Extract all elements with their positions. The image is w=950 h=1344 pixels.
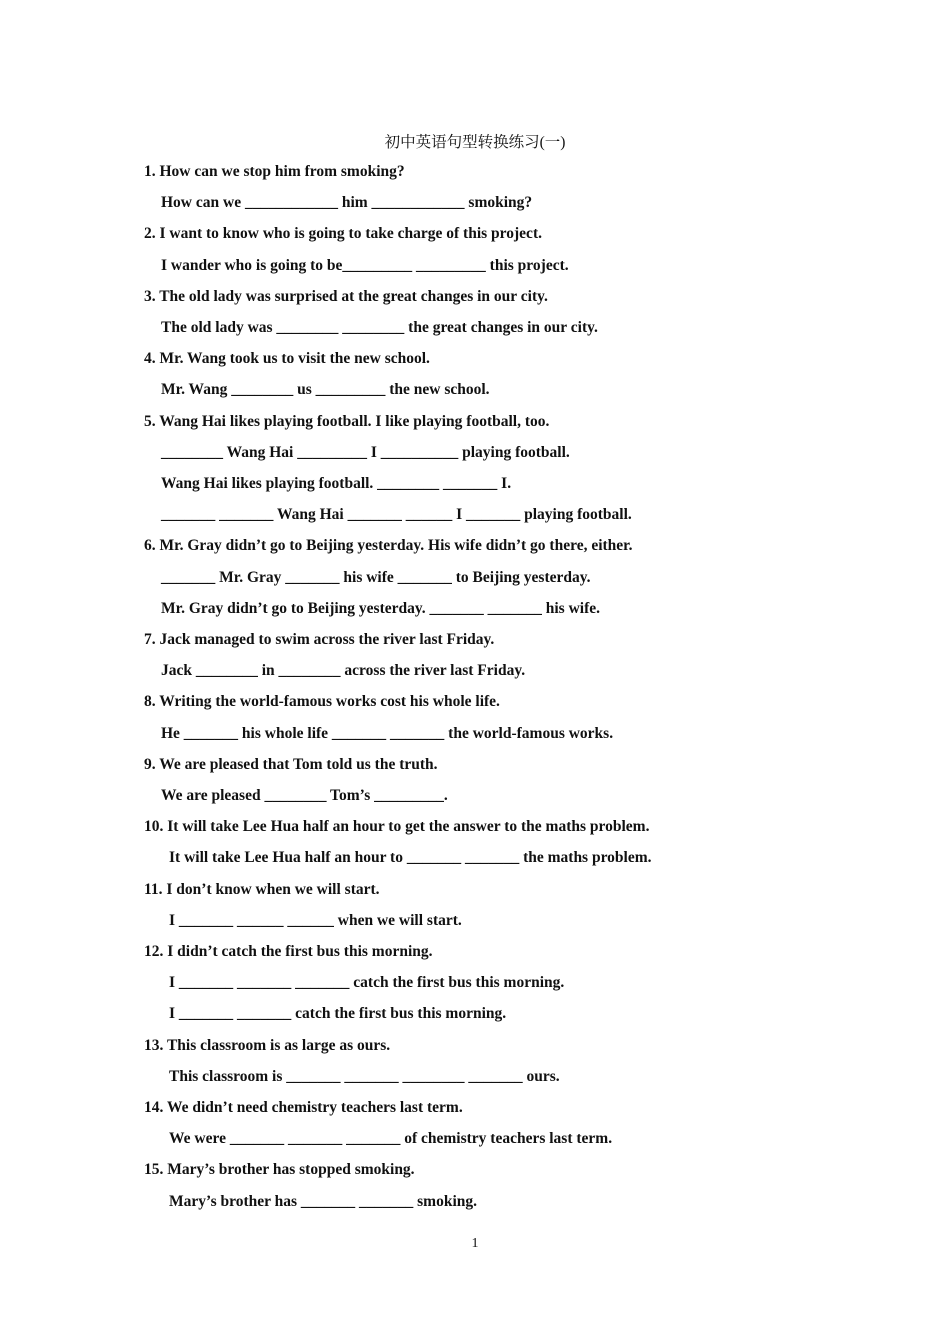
- answer-line-7-1: Jack ________ in ________ across the river last Friday.: [161, 662, 526, 680]
- question-6: 6. Mr. Gray didn’t go to Beijing yesterday. His wife didn’t go there, either.: [144, 537, 633, 555]
- page-title: 初中英语句型转换练习(一): [384, 134, 566, 151]
- answer-line-9-1: We are pleased ________ Tom’s _________.: [161, 787, 448, 804]
- answer-line-15-1: Mary’s brother has _______ _______ smoking.: [169, 1192, 478, 1210]
- answer-line-12-1: I _______ _______ _______ catch the first bus this morning.: [169, 974, 565, 992]
- question-3: 3. The old lady was surprised at the great changes in our city.: [144, 287, 548, 305]
- question-11: 11. I don’t know when we will start.: [144, 880, 380, 898]
- question-10: 10. It will take Lee Hua half an hour to get the answer to the maths problem.: [144, 818, 650, 836]
- answer-line-5-2: Wang Hai likes playing football. ________ _______ I.: [161, 475, 512, 492]
- question-8: 8. Writing the world-famous works cost his whole life.: [144, 693, 500, 711]
- question-14: 14. We didn’t need chemistry teachers last term.: [144, 1099, 463, 1116]
- answer-line-5-3: _______ _______ Wang Hai _______ ______ I _______ playing football.: [161, 506, 632, 524]
- answer-line-6-1: _______ Mr. Gray _______ his wife _______ to Beijing yesterday.: [161, 568, 591, 586]
- question-5: 5. Wang Hai likes playing football. I like playing football, too.: [144, 412, 550, 430]
- answer-line-6-2: Mr. Gray didn’t go to Beijing yesterday. _______ _______ his wife.: [161, 599, 601, 617]
- answer-line-14-1: We were _______ _______ _______ of chemistry teachers last term.: [169, 1130, 613, 1148]
- answer-line-5-1: ________ Wang Hai _________ I __________ playing football.: [161, 443, 570, 461]
- question-12: 12. I didn’t catch the first bus this morning.: [144, 943, 433, 960]
- answer-line-2-1: I wander who is going to be_________ _________ this project.: [161, 256, 569, 274]
- question-7: 7. Jack managed to swim across the river last Friday.: [144, 631, 495, 648]
- answer-line-13-1: This classroom is _______ _______ ________ _______ ours.: [169, 1067, 560, 1085]
- answer-line-4-1: Mr. Wang ________ us _________ the new school.: [161, 381, 490, 399]
- question-15: 15. Mary’s brother has stopped smoking.: [144, 1161, 415, 1179]
- answer-line-12-2: I _______ _______ catch the first bus this morning.: [169, 1005, 507, 1023]
- page-number: 1: [471, 1236, 479, 1251]
- answer-line-11-1: I _______ ______ ______ when we will start.: [169, 911, 462, 929]
- question-9: 9. We are pleased that Tom told us the truth.: [144, 755, 438, 773]
- question-4: 4. Mr. Wang took us to visit the new school.: [144, 350, 430, 368]
- answer-line-3-1: The old lady was ________ ________ the great changes in our city.: [161, 319, 598, 336]
- answer-line-8-1: He _______ his whole life _______ _______ the world-famous works.: [161, 724, 614, 742]
- question-13: 13. This classroom is as large as ours.: [144, 1036, 391, 1054]
- question-1: 1. How can we stop him from smoking?: [144, 163, 405, 180]
- answer-line-10-1: It will take Lee Hua half an hour to _______ _______ the maths problem.: [169, 849, 652, 867]
- question-2: 2. I want to know who is going to take charge of this project.: [144, 225, 542, 243]
- answer-line-1-1: How can we ____________ him ____________ smoking?: [161, 194, 533, 212]
